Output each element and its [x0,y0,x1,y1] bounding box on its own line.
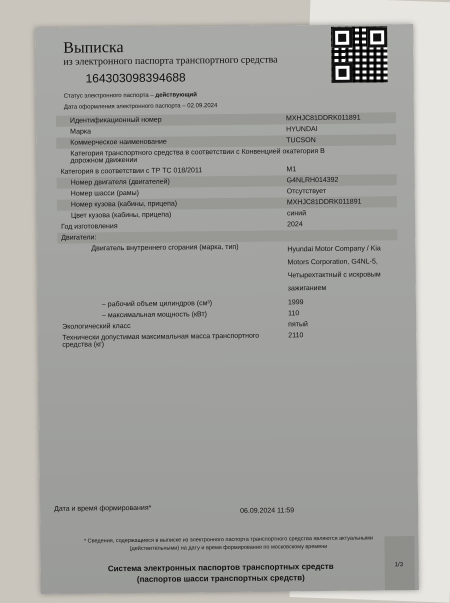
qr-finder-icon [332,63,352,83]
formation-label: Дата и время формирования* [54,504,152,513]
field-value: MXHJC81DDRK011891 [286,198,362,207]
document-number: 164303098394688 [85,70,186,86]
vehicle-data-table [56,112,398,351]
formation-value: 06.09.2024 11:59 [240,507,295,515]
field-label: Номер двигателя (двигателей) [70,178,170,187]
field-value: 2024 [287,221,303,229]
formation-datetime [54,502,394,513]
field-value: Отсутствует [286,187,327,196]
issue-date: Дата оформления электронного паспорта – 02.09.2024 [63,103,218,111]
field-value: HYUNDAI [286,126,318,134]
status-value: действующий [155,92,197,99]
qr-finder-icon [332,28,352,48]
field-value [287,231,397,239]
field-label: Категория в соответствии с ТР ТС 018/2011 [60,167,203,176]
status-label: Статус электронного паспорта – [63,92,156,100]
qr-finder-icon [367,27,387,47]
field-label: Двигатель внутреннего сгорания (марка, тип) [91,243,239,253]
field-value: 1999 [287,299,304,307]
field-label: – максимальная мощность (кВт) [102,311,208,320]
field-label: Двигатели: [61,234,97,242]
field-label: Год изготовления [61,223,118,231]
table-row [57,240,398,300]
field-label: Категория транспортного средства в соответствии с Конвенцией о дорожном движении [70,148,287,165]
field-value: синий [286,210,307,218]
field-label: Идентификационный номер [69,116,162,125]
field-label: – рабочий объем цилиндров (см³) [101,300,213,309]
field-label: Технически допустимая максимальная масса транспортного средства (кг) [62,332,260,349]
field-value: Hyundai Motor Company / Kia Motors Corporation, G4NL-5, Четырехтактный с искровым зажиганием [287,245,381,293]
field-label: Цвет кузова (кабины, прицепа) [70,211,172,220]
field-value: TUCSON [286,137,316,145]
field-value: пятый [288,321,308,329]
system-name-line2: (паспортов шасси транспортных средств) [136,573,305,584]
table-row [58,329,398,351]
document-page [35,24,419,594]
field-label: Коммерческое наименование [70,138,167,147]
status-line [64,92,197,99]
system-name-line1: Система электронных паспортов транспортных средств [107,561,334,574]
field-value: 2110 [288,332,304,340]
field-label: Марка [70,128,91,136]
field-label: Номер кузова (кабины, прицепа) [70,200,178,209]
system-name [61,560,381,585]
field-value: M1 [286,166,297,174]
footnote: * Сведения, содержащиеся в выписке из электронного паспорта транспортного средства являются актуальными (действительными) на дату и время формирования по московскому времени [83,535,373,553]
page-number: 1/3 [394,562,404,569]
field-label: Номер шасси (рамы) [70,189,139,198]
field-value: категория B [286,147,325,156]
document-subtitle: из электронного паспорта транспортного средства [63,54,278,68]
field-label: Экологический класс [62,323,131,331]
field-value: G4NLRH014392 [286,176,339,185]
field-value: MXHJC81DDRK011891 [285,114,361,123]
field-value: 110 [288,310,300,318]
document-title: Выписка [63,39,124,57]
qr-code [331,26,388,83]
